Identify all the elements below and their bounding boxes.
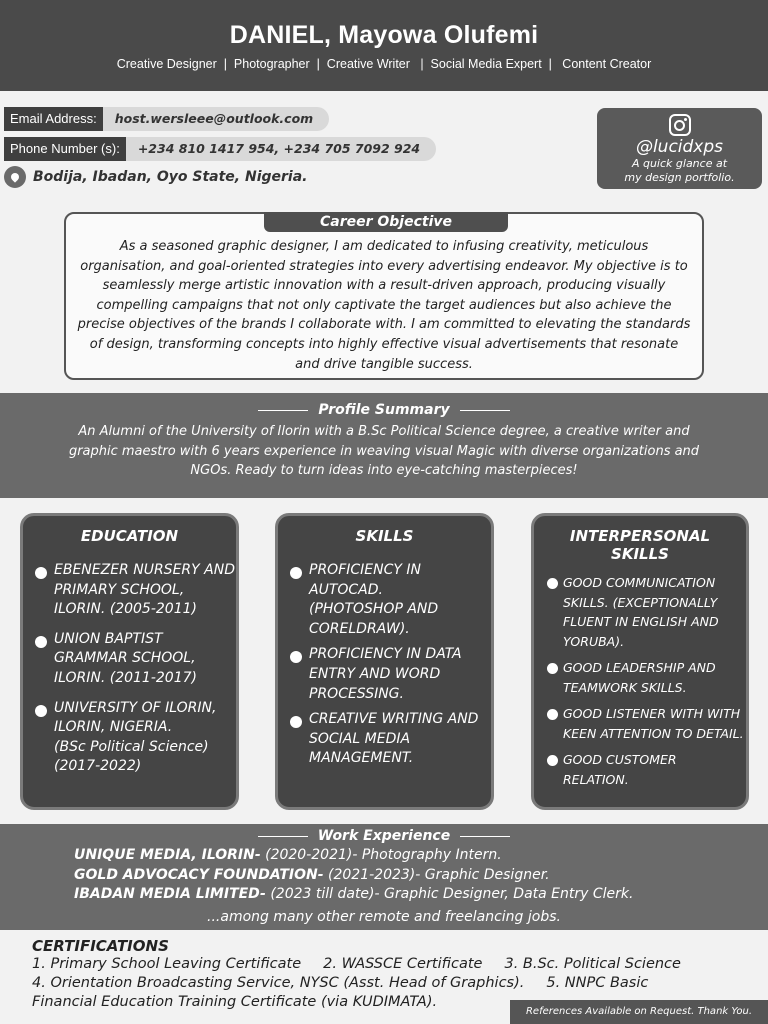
list-item (547, 658, 746, 697)
phone-row (4, 137, 436, 161)
list-item (289, 561, 491, 639)
interpersonal-item-text: GOOD LISTENER WITH WITH KEEN ATTENTION TO DETAIL. (563, 706, 744, 741)
skills-list (289, 561, 491, 769)
skills-item-text: CREATIVE WRITING AND SOCIAL MEDIA MANAGEMENT. (309, 711, 479, 767)
instagram-icon (669, 114, 691, 136)
certification-item: 3. B.Sc. Political Science (504, 956, 681, 972)
interpersonal-item-text: GOOD CUSTOMER RELATION. (563, 752, 677, 787)
list-item (74, 846, 768, 866)
profile-summary-title: Profile Summary (318, 402, 450, 418)
divider (258, 410, 308, 411)
list-item (289, 645, 491, 704)
work-experience-section (0, 824, 768, 930)
resume-header (0, 0, 768, 91)
work-org: GOLD ADVOCACY FOUNDATION- (74, 866, 324, 883)
work-experience-title: Work Experience (317, 828, 451, 844)
references-note: References Available on Request. Thank You. (510, 1000, 768, 1024)
candidate-name: DANIEL, Mayowa Olufemi (229, 21, 539, 49)
certifications-row (32, 974, 732, 993)
list-item (547, 573, 746, 651)
certifications-row (32, 955, 732, 974)
list-item (547, 750, 746, 789)
work-org: UNIQUE MEDIA, ILORIN- (74, 847, 261, 863)
work-org: IBADAN MEDIA LIMITED- (74, 886, 266, 902)
profile-summary-heading (0, 402, 768, 418)
interpersonal-item-text: GOOD COMMUNICATION SKILLS. (EXCEPTIONALLY FLUENT IN ENGLISH AND YORUBA). (563, 575, 719, 649)
divider (258, 836, 308, 837)
interpersonal-skills-card (531, 513, 749, 810)
email-value[interactable]: host.wersleee@outlook.com (103, 107, 330, 131)
profile-summary-text: An Alumni of the University of Ilorin with a B.Sc Political Science degree, a creative writer and graphic maestro with 6 years experience in weaving visual Magic with diverse organizations and NGOs. Ready to turn ideas into eye-catching masterpieces! (68, 424, 700, 478)
interpersonal-item-text: GOOD LEADERSHIP AND TEAMWORK SKILLS. (563, 660, 716, 695)
skills-item-text: PROFICIENCY IN AUTOCAD. (309, 562, 421, 598)
certification-item: Financial Education Training Certificate (via KUDIMATA). (32, 994, 438, 1010)
career-objective-text: As a seasoned graphic designer, I am dedicated to infusing creativity, meticulous organisation, and goal-oriented strategies into every advertising endeavor. My objective is to seamlessly merge artistic innovation with a result-driven approach, producing visually compelling campaigns that not only captivate the target audiences but also achieve the precise objectives of the brands I collaborate with. I am committed to elevating the standards of design, transforming concepts into highly effective visual advertisements that resonate and drive tangible success. (77, 239, 691, 372)
candidate-roles: Creative Designer | Photographer | Creative Writer | Social Media Expert | Content Creator (116, 57, 652, 71)
work-experience-footer: ...among many other remote and freelancing jobs. (207, 908, 561, 925)
interpersonal-skills-list (547, 573, 746, 789)
work-experience-list (74, 846, 768, 905)
phone-label: Phone Number (s): (4, 137, 126, 161)
certification-item: 5. NNPC Basic (546, 975, 649, 991)
education-item-text: UNIVERSITY OF ILORIN, ILORIN, NIGERIA. (54, 699, 217, 736)
career-objective-title: Career Objective (264, 212, 508, 232)
interpersonal-skills-title: INTERPERSONAL SKILLS (569, 527, 711, 563)
location-text: Bodija, Ibadan, Oyo State, Nigeria. (33, 169, 308, 185)
email-label: Email Address: (4, 107, 103, 131)
list-item (547, 704, 746, 743)
skills-card (275, 513, 494, 810)
education-list (34, 561, 236, 777)
work-experience-heading (0, 828, 768, 844)
work-detail: (2020-2021)- Photography Intern. (260, 847, 502, 863)
list-item (34, 561, 236, 620)
education-title: EDUCATION (80, 527, 179, 545)
phone-value[interactable]: +234 810 1417 954, +234 705 7092 924 (126, 137, 436, 161)
education-item-text: UNION BAPTIST GRAMMAR SCHOOL, ILORIN. (2011-2017) (54, 630, 197, 686)
divider (460, 836, 510, 837)
work-detail: (2023 till date)- Graphic Designer, Data Entry Clerk. (265, 886, 634, 902)
location-pin-icon (4, 166, 26, 188)
list-item (289, 710, 491, 769)
certification-item: 1. Primary School Leaving Certificate (32, 956, 302, 972)
skills-title: SKILLS (355, 527, 414, 545)
profile-summary-section (0, 393, 768, 498)
education-card (20, 513, 239, 810)
work-detail: (2021-2023)- Graphic Designer. (323, 866, 550, 883)
list-item (34, 630, 236, 689)
instagram-handle[interactable]: @lucidxps (635, 137, 724, 157)
certification-item: 4. Orientation Broadcasting Service, NYSC (Asst. Head of Graphics). (32, 975, 525, 991)
list-item (34, 699, 236, 777)
education-item-years: (2017-2022) (54, 758, 142, 775)
instagram-caption-line1: A quick glance at (631, 157, 728, 170)
instagram-caption-line2: my design portfolio. (624, 171, 735, 184)
location-row (4, 166, 307, 188)
career-objective-section (64, 212, 704, 380)
skills-item-text: PROFICIENCY IN DATA ENTRY AND WORD PROCESSING. (309, 646, 462, 702)
skills-item-subtext: (PHOTOSHOP AND CORELDRAW). (309, 601, 439, 637)
education-item-degree: (BSc Political Science) (54, 738, 209, 755)
email-row (4, 107, 329, 131)
certifications-title: CERTIFICATIONS (32, 937, 169, 955)
divider (460, 410, 510, 411)
instagram-portfolio-card[interactable] (597, 108, 762, 189)
list-item (74, 866, 768, 886)
education-item-text: EBENEZER NURSERY AND PRIMARY SCHOOL, ILORIN. (2005-2011) (54, 562, 235, 618)
list-item (74, 885, 768, 905)
certification-item: 2. WASSCE Certificate (323, 956, 483, 972)
